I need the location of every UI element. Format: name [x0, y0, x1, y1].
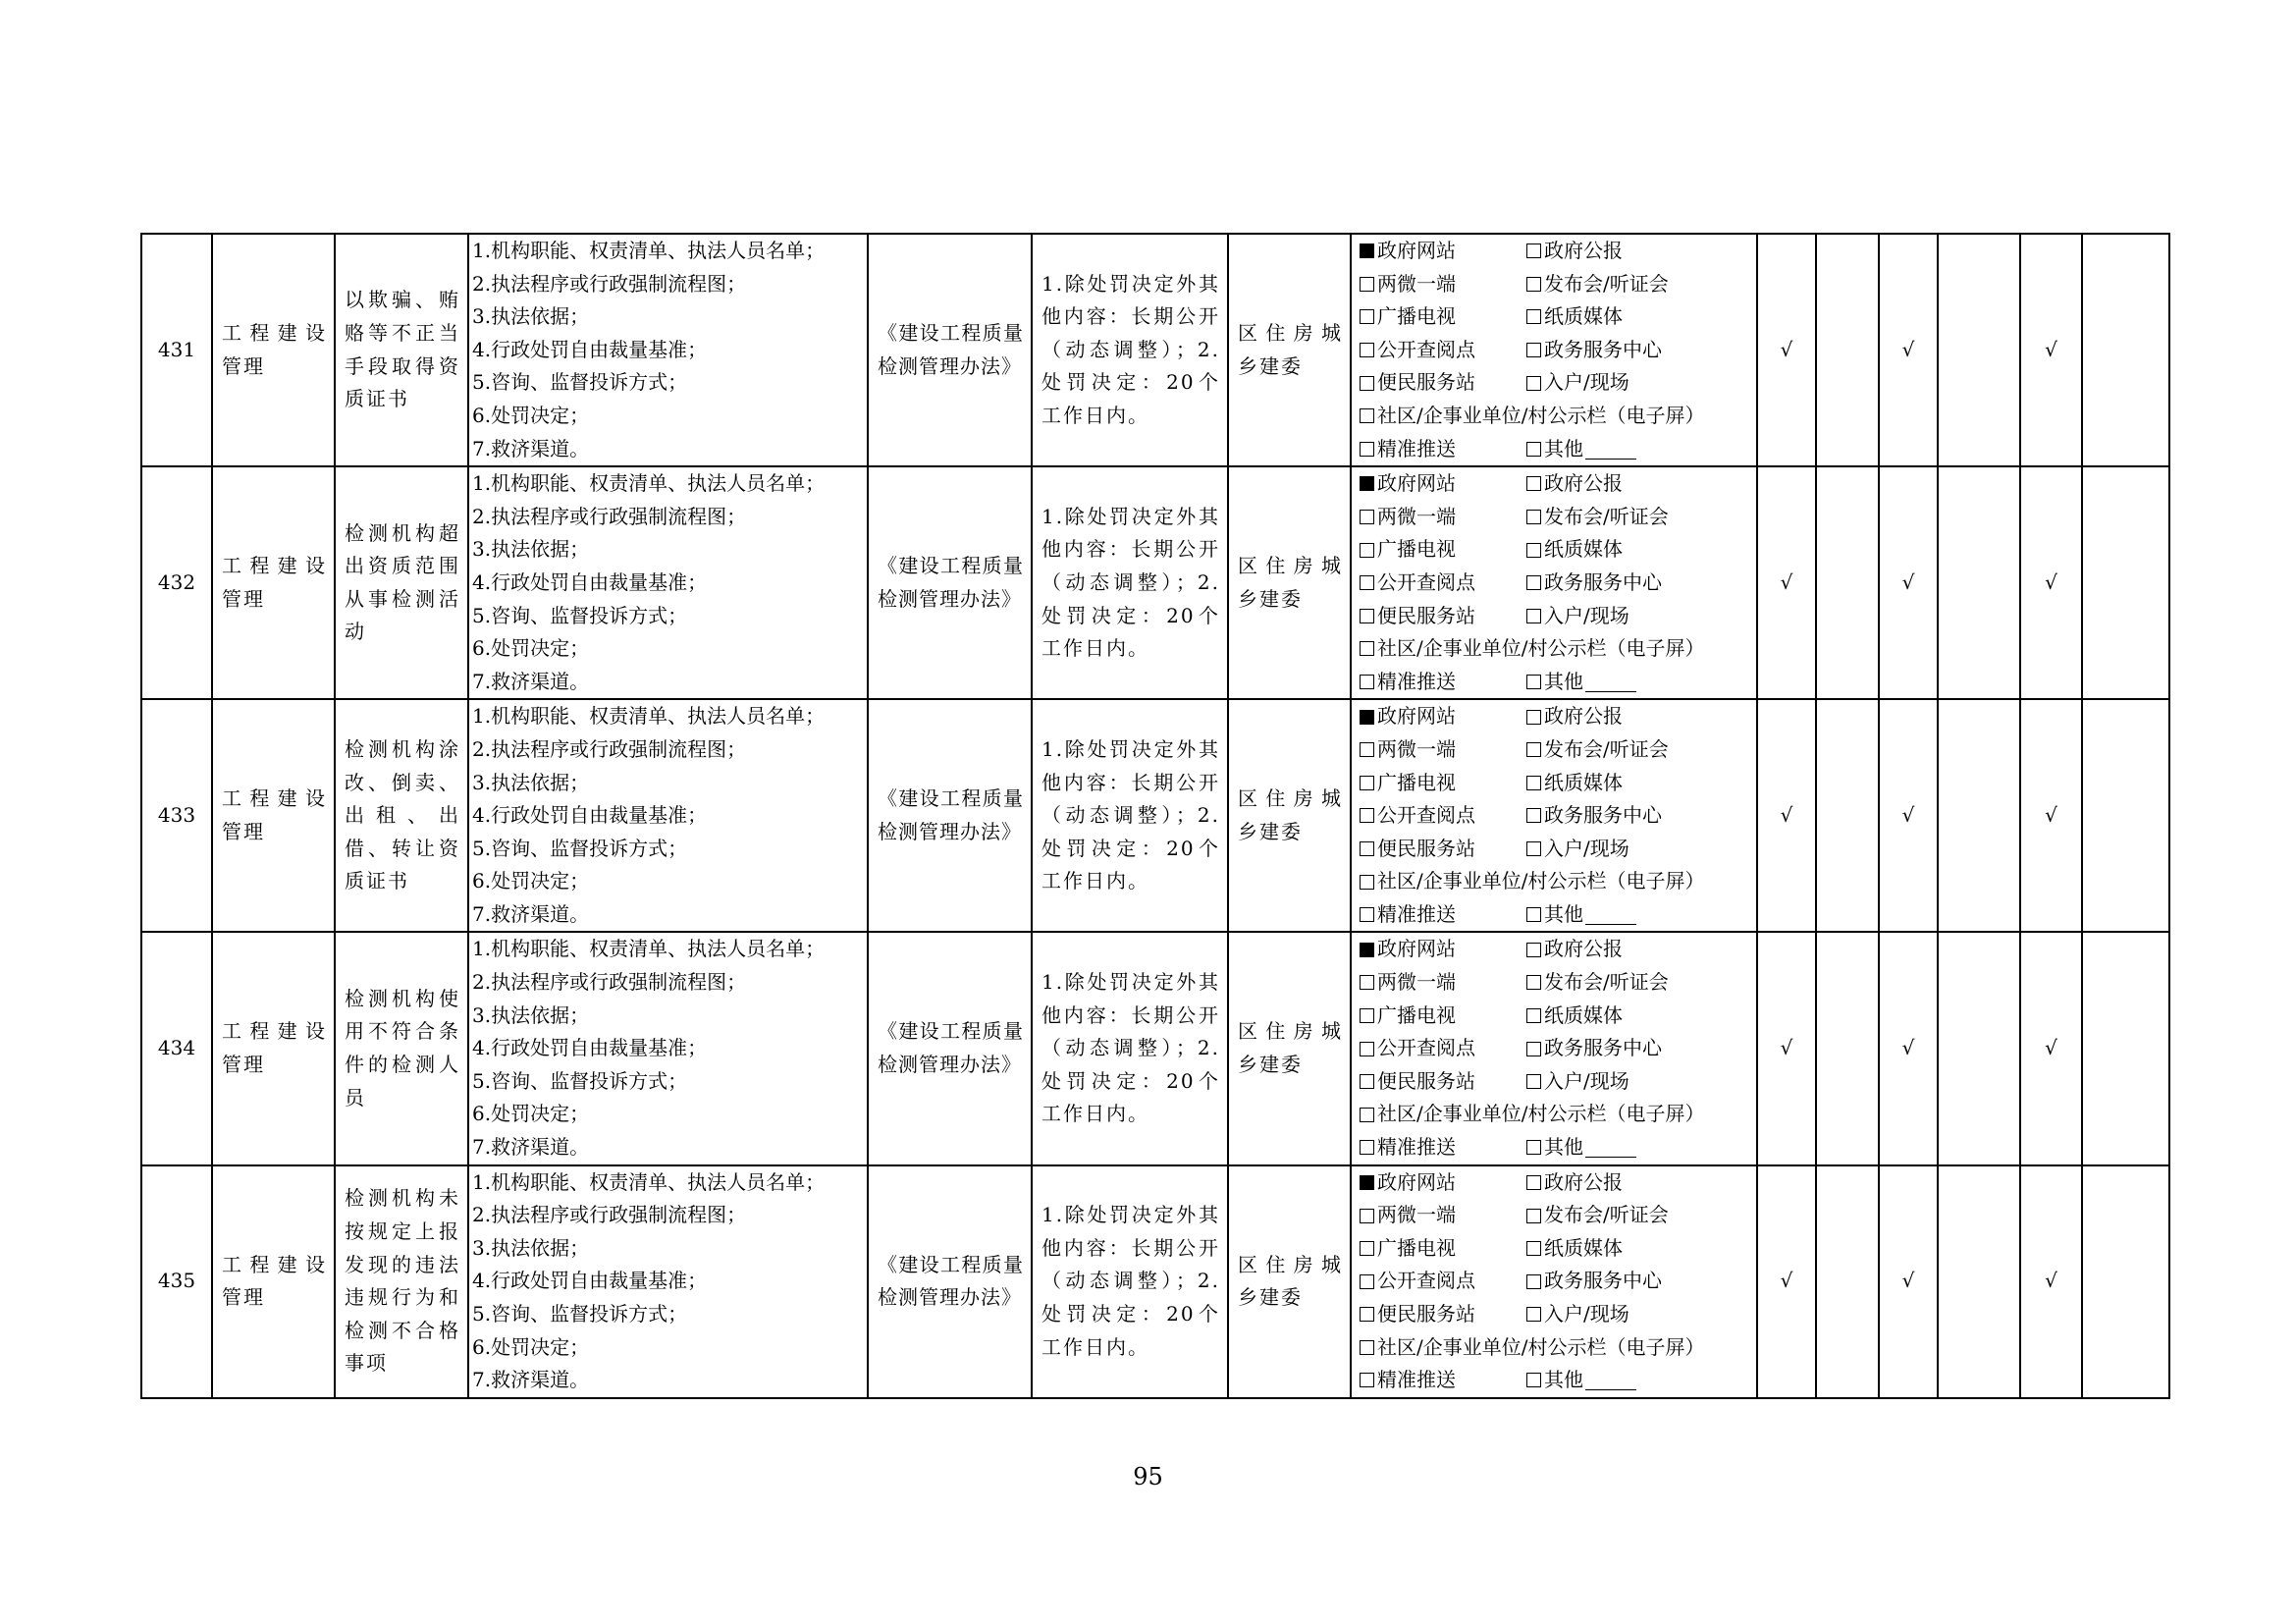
tick-cell: √ — [1879, 234, 1938, 466]
content-line: 1.机构职能、权责清单、执法人员名单； — [472, 471, 826, 496]
item-cell — [335, 234, 468, 466]
checkbox-checked-icon — [1360, 943, 1374, 957]
channel-label: 入户/现场 — [1544, 603, 1629, 627]
content-line: 4.行政处罚自由裁量基准； — [472, 337, 708, 361]
channel-label: 社区/企事业单位/村公示栏（电子屏） — [1377, 636, 1705, 661]
content-line: 2.执法程序或行政强制流程图； — [472, 970, 747, 995]
channel-label: 广播电视 — [1377, 537, 1456, 562]
checkbox-empty-icon — [1360, 808, 1374, 823]
tick-cell — [2082, 234, 2169, 466]
tick-cell: √ — [1757, 699, 1816, 932]
tick-cell: √ — [1757, 932, 1816, 1164]
category-text: 工程建设管理 — [222, 1252, 327, 1310]
content-line: 3.执法依据； — [472, 770, 590, 794]
content-line: 3.执法依据； — [472, 1235, 590, 1260]
blank-underline — [1585, 1370, 1636, 1390]
channel-label: 精准推送 — [1377, 1135, 1456, 1160]
tick-cell — [1816, 1165, 1879, 1398]
tick-cell: √ — [1879, 1165, 1938, 1398]
checkbox-empty-icon — [1360, 841, 1374, 856]
checkbox-empty-icon — [1526, 907, 1541, 922]
tick-cell — [2082, 466, 2169, 699]
table-row — [141, 466, 2169, 699]
content-line: 1.机构职能、权责清单、执法人员名单； — [472, 1169, 826, 1194]
content-line: 1.机构职能、权责清单、执法人员名单； — [472, 937, 826, 961]
table-row — [141, 932, 2169, 1164]
checkbox-empty-icon — [1526, 609, 1541, 623]
row-number: 432 — [141, 466, 212, 699]
content-line: 5.咨询、监督投诉方式； — [472, 1302, 688, 1326]
checkbox-empty-icon — [1360, 1340, 1374, 1355]
checkbox-empty-icon — [1526, 742, 1541, 757]
subject-text: 区住房城乡建委 — [1238, 320, 1343, 378]
checkbox-checked-icon — [1360, 476, 1374, 491]
tick-cell — [1816, 932, 1879, 1164]
basis-text: 《建设工程质量检测管理办法》 — [878, 554, 1024, 611]
page-number: 95 — [1133, 1463, 1163, 1490]
content-line: 2.执法程序或行政强制流程图； — [472, 736, 747, 761]
checkbox-empty-icon — [1526, 510, 1541, 524]
channel-label: 纸质媒体 — [1544, 537, 1623, 562]
checkbox-empty-icon — [1526, 943, 1541, 957]
checkbox-empty-icon — [1526, 543, 1541, 558]
tick-cell: √ — [2020, 466, 2082, 699]
channel-label: 公开查阅点 — [1377, 337, 1475, 361]
content-list — [472, 933, 860, 1164]
item-text: 检测机构超出资质范围从事检测活动 — [345, 520, 460, 644]
category-text: 工程建设管理 — [222, 320, 327, 378]
blank-underline — [1585, 672, 1636, 692]
checkbox-empty-icon — [1360, 609, 1374, 623]
tick-cell: √ — [1757, 1165, 1816, 1398]
basis-cell — [868, 466, 1032, 699]
checkbox-empty-icon — [1360, 1274, 1374, 1289]
channel-label: 其他 — [1544, 1368, 1583, 1392]
channel-label: 发布会/听证会 — [1544, 970, 1669, 995]
basis-text: 《建设工程质量检测管理办法》 — [878, 1019, 1024, 1077]
checkbox-empty-icon — [1360, 376, 1374, 391]
channels-cell — [1351, 466, 1757, 699]
tick-cell — [2082, 932, 2169, 1164]
checkbox-empty-icon — [1526, 575, 1541, 590]
item-text: 检测机构未按规定上报发现的违法违规行为和检测不合格事项 — [345, 1186, 460, 1376]
channel-label: 政务服务中心 — [1544, 337, 1662, 361]
channel-label: 便民服务站 — [1377, 836, 1475, 860]
row-number: 433 — [141, 699, 212, 932]
channel-label: 发布会/听证会 — [1544, 271, 1669, 296]
checkbox-empty-icon — [1526, 1209, 1541, 1223]
time-cell — [1032, 932, 1228, 1164]
content-line: 3.执法依据； — [472, 304, 590, 329]
checkbox-checked-icon — [1360, 244, 1374, 258]
channel-label: 便民服务站 — [1377, 603, 1475, 627]
channel-label: 公开查阅点 — [1377, 569, 1475, 594]
channels-cell — [1351, 234, 1757, 466]
category-cell — [212, 466, 335, 699]
content-line: 3.执法依据； — [472, 1002, 590, 1027]
item-cell — [335, 932, 468, 1164]
tick-cell: √ — [1757, 466, 1816, 699]
tick-cell: √ — [2020, 234, 2082, 466]
channel-label: 政府网站 — [1377, 1169, 1456, 1194]
table-row — [141, 699, 2169, 932]
basis-cell — [868, 234, 1032, 466]
channel-label: 两微一端 — [1377, 1203, 1456, 1227]
tick-cell — [1938, 234, 2020, 466]
content-cell — [468, 699, 868, 932]
checkbox-empty-icon — [1526, 975, 1541, 990]
content-line: 5.咨询、监督投诉方式； — [472, 836, 688, 860]
channel-label: 政府公报 — [1544, 471, 1623, 496]
content-cell — [468, 234, 868, 466]
checkbox-empty-icon — [1360, 675, 1374, 689]
time-cell — [1032, 234, 1228, 466]
checkbox-empty-icon — [1526, 1042, 1541, 1056]
subject-text: 区住房城乡建委 — [1238, 1019, 1343, 1077]
content-line: 4.行政处罚自由裁量基准； — [472, 1269, 708, 1293]
channel-label: 纸质媒体 — [1544, 304, 1623, 329]
content-line: 7.救济渠道。 — [472, 1135, 590, 1160]
category-cell — [212, 932, 335, 1164]
content-line: 6.处罚决定； — [472, 636, 590, 661]
channel-label: 政府公报 — [1544, 239, 1623, 262]
channel-label: 便民服务站 — [1377, 1068, 1475, 1093]
checkbox-empty-icon — [1360, 975, 1374, 990]
subject-cell — [1228, 466, 1351, 699]
content-line: 6.处罚决定； — [472, 1334, 590, 1359]
checkbox-empty-icon — [1526, 1074, 1541, 1089]
channel-label: 发布会/听证会 — [1544, 1203, 1669, 1227]
channel-label: 社区/企事业单位/村公示栏（电子屏） — [1377, 869, 1705, 893]
channel-label: 两微一端 — [1377, 736, 1456, 761]
checkbox-empty-icon — [1360, 776, 1374, 790]
channel-label: 公开查阅点 — [1377, 803, 1475, 828]
blank-underline — [1585, 1137, 1636, 1158]
checkbox-checked-icon — [1360, 710, 1374, 725]
checkbox-empty-icon — [1360, 1307, 1374, 1322]
channel-label: 社区/企事业单位/村公示栏（电子屏） — [1377, 1334, 1705, 1359]
channel-label: 发布会/听证会 — [1544, 736, 1669, 761]
basis-text: 《建设工程质量检测管理办法》 — [878, 320, 1024, 378]
checkbox-empty-icon — [1526, 1373, 1541, 1387]
content-list — [472, 700, 860, 931]
content-list — [472, 467, 860, 698]
channel-label: 政府网站 — [1377, 704, 1456, 729]
checkbox-empty-icon — [1360, 1209, 1374, 1223]
channel-label: 两微一端 — [1377, 504, 1456, 528]
basis-cell — [868, 1165, 1032, 1398]
tick-cell: √ — [1879, 466, 1938, 699]
checkbox-empty-icon — [1526, 1008, 1541, 1023]
checkbox-empty-icon — [1526, 841, 1541, 856]
basis-cell — [868, 932, 1032, 1164]
checkbox-empty-icon — [1526, 309, 1541, 324]
channel-label: 精准推送 — [1377, 901, 1456, 926]
channel-label: 政务服务中心 — [1544, 1269, 1662, 1293]
channel-label: 入户/现场 — [1544, 836, 1629, 860]
category-cell — [212, 234, 335, 466]
channel-label: 政府公报 — [1544, 937, 1623, 961]
checkbox-empty-icon — [1526, 1274, 1541, 1289]
content-cell — [468, 466, 868, 699]
content-line: 7.救济渠道。 — [472, 436, 590, 460]
checkbox-empty-icon — [1360, 875, 1374, 890]
content-line: 7.救济渠道。 — [472, 901, 590, 926]
tick-cell — [1938, 466, 2020, 699]
checkbox-empty-icon — [1360, 742, 1374, 757]
content-line: 4.行政处罚自由裁量基准； — [472, 1036, 708, 1060]
channel-label: 其他 — [1544, 901, 1583, 926]
channel-label: 广播电视 — [1377, 1235, 1456, 1260]
channel-label: 入户/现场 — [1544, 370, 1629, 395]
tick-cell — [2082, 699, 2169, 932]
table-row — [141, 1165, 2169, 1398]
time-text: 1.除处罚决定外其他内容：长期公开（动态调整）；2.处罚决定：20个工作日内。 — [1041, 271, 1220, 427]
checkbox-empty-icon — [1360, 309, 1374, 324]
channel-label: 其他 — [1544, 1135, 1583, 1160]
content-line: 5.咨询、监督投诉方式； — [472, 370, 688, 395]
channel-label: 其他 — [1544, 436, 1583, 460]
channel-label: 政务服务中心 — [1544, 1036, 1662, 1060]
channel-label: 纸质媒体 — [1544, 1002, 1623, 1027]
checkbox-empty-icon — [1526, 476, 1541, 491]
channels-cell — [1351, 932, 1757, 1164]
category-text: 工程建设管理 — [222, 1019, 327, 1077]
content-line: 7.救济渠道。 — [472, 1368, 590, 1392]
channel-label: 社区/企事业单位/村公示栏（电子屏） — [1377, 403, 1705, 427]
checkbox-empty-icon — [1526, 675, 1541, 689]
tick-cell: √ — [2020, 932, 2082, 1164]
item-text: 检测机构涂改、倒卖、出租、出借、转让资质证书 — [345, 736, 460, 893]
checkbox-empty-icon — [1360, 1373, 1374, 1387]
table-row — [141, 234, 2169, 466]
checkbox-empty-icon — [1526, 1241, 1541, 1256]
checkbox-empty-icon — [1526, 442, 1541, 457]
tick-cell — [2082, 1165, 2169, 1398]
tick-cell — [1938, 699, 2020, 932]
time-cell — [1032, 1165, 1228, 1398]
subject-cell — [1228, 234, 1351, 466]
tick-cell — [1938, 1165, 2020, 1398]
category-text: 工程建设管理 — [222, 554, 327, 611]
checkbox-empty-icon — [1526, 376, 1541, 391]
channel-label: 发布会/听证会 — [1544, 504, 1669, 528]
checkbox-empty-icon — [1360, 277, 1374, 292]
checkbox-empty-icon — [1360, 1140, 1374, 1155]
checkbox-empty-icon — [1360, 1008, 1374, 1023]
content-line: 6.处罚决定； — [472, 403, 590, 427]
channel-label: 广播电视 — [1377, 770, 1456, 794]
category-text: 工程建设管理 — [222, 786, 327, 843]
channel-label: 两微一端 — [1377, 970, 1456, 995]
content-list — [472, 235, 860, 465]
item-text: 以欺骗、贿赂等不正当手段取得资质证书 — [345, 288, 460, 411]
channel-label: 公开查阅点 — [1377, 1269, 1475, 1293]
checkbox-empty-icon — [1360, 343, 1374, 357]
checkbox-empty-icon — [1526, 1140, 1541, 1155]
channel-label: 其他 — [1544, 669, 1583, 693]
channel-label: 两微一端 — [1377, 271, 1456, 296]
channels-cell — [1351, 1165, 1757, 1398]
channel-label: 便民服务站 — [1377, 370, 1475, 395]
tick-cell: √ — [1757, 234, 1816, 466]
subject-text: 区住房城乡建委 — [1238, 554, 1343, 611]
table-body — [141, 234, 2169, 1398]
checkbox-empty-icon — [1360, 510, 1374, 524]
content-line: 2.执法程序或行政强制流程图； — [472, 271, 747, 296]
tick-cell: √ — [1879, 932, 1938, 1164]
checkbox-empty-icon — [1360, 907, 1374, 922]
channel-label: 纸质媒体 — [1544, 770, 1623, 794]
channel-label: 公开查阅点 — [1377, 1036, 1475, 1060]
row-number: 435 — [141, 1165, 212, 1398]
channel-label: 政府公报 — [1544, 704, 1623, 729]
checkbox-empty-icon — [1526, 244, 1541, 258]
checkbox-empty-icon — [1360, 1241, 1374, 1256]
content-line: 6.处罚决定； — [472, 1102, 590, 1126]
checkbox-empty-icon — [1360, 442, 1374, 457]
channel-label: 政务服务中心 — [1544, 803, 1662, 828]
content-line: 1.机构职能、权责清单、执法人员名单； — [472, 239, 826, 262]
time-cell — [1032, 466, 1228, 699]
basis-text: 《建设工程质量检测管理办法》 — [878, 786, 1024, 843]
channel-label: 政务服务中心 — [1544, 569, 1662, 594]
row-number: 431 — [141, 234, 212, 466]
channel-label: 政府网站 — [1377, 239, 1456, 262]
content-line: 5.咨询、监督投诉方式； — [472, 603, 688, 627]
checkbox-empty-icon — [1360, 575, 1374, 590]
item-cell — [335, 1165, 468, 1398]
tick-cell: √ — [1879, 699, 1938, 932]
content-cell — [468, 1165, 868, 1398]
content-line: 2.执法程序或行政强制流程图； — [472, 1203, 747, 1227]
checkbox-empty-icon — [1526, 343, 1541, 357]
blank-underline — [1585, 904, 1636, 925]
content-line: 5.咨询、监督投诉方式； — [472, 1068, 688, 1093]
checkbox-empty-icon — [1526, 277, 1541, 292]
subject-text: 区住房城乡建委 — [1238, 1252, 1343, 1310]
time-text: 1.除处罚决定外其他内容：长期公开（动态调整）；2.处罚决定：20个工作日内。 — [1041, 736, 1220, 893]
channel-label: 广播电视 — [1377, 304, 1456, 329]
content-line: 6.处罚决定； — [472, 869, 590, 893]
subject-cell — [1228, 1165, 1351, 1398]
tick-cell — [1816, 466, 1879, 699]
checkbox-empty-icon — [1360, 1042, 1374, 1056]
tick-cell: √ — [2020, 699, 2082, 932]
time-text: 1.除处罚决定外其他内容：长期公开（动态调整）；2.处罚决定：20个工作日内。 — [1041, 1203, 1220, 1359]
basis-text: 《建设工程质量检测管理办法》 — [878, 1252, 1024, 1310]
checkbox-empty-icon — [1360, 1074, 1374, 1089]
subject-cell — [1228, 699, 1351, 932]
checkbox-empty-icon — [1360, 543, 1374, 558]
content-cell — [468, 932, 868, 1164]
tick-cell — [1816, 699, 1879, 932]
item-cell — [335, 466, 468, 699]
content-line: 3.执法依据； — [472, 537, 590, 562]
disclosure-table — [140, 233, 2170, 1399]
content-line: 7.救济渠道。 — [472, 669, 590, 693]
row-number: 434 — [141, 932, 212, 1164]
subject-text: 区住房城乡建委 — [1238, 786, 1343, 843]
channel-label: 政府网站 — [1377, 471, 1456, 496]
checkbox-empty-icon — [1360, 1108, 1374, 1122]
content-list — [472, 1166, 860, 1397]
channels-cell — [1351, 699, 1757, 932]
channel-label: 政府公报 — [1544, 1169, 1623, 1194]
checkbox-checked-icon — [1360, 1175, 1374, 1190]
category-cell — [212, 699, 335, 932]
time-cell — [1032, 699, 1228, 932]
tick-cell — [1816, 234, 1879, 466]
channel-label: 社区/企事业单位/村公示栏（电子屏） — [1377, 1102, 1705, 1126]
category-cell — [212, 1165, 335, 1398]
channel-label: 入户/现场 — [1544, 1302, 1629, 1326]
item-cell — [335, 699, 468, 932]
content-line: 4.行政处罚自由裁量基准； — [472, 803, 708, 828]
checkbox-empty-icon — [1526, 1175, 1541, 1190]
channel-label: 广播电视 — [1377, 1002, 1456, 1027]
subject-cell — [1228, 932, 1351, 1164]
tick-cell — [1938, 932, 2020, 1164]
checkbox-empty-icon — [1526, 808, 1541, 823]
item-text: 检测机构使用不符合条件的检测人员 — [345, 986, 460, 1110]
time-text: 1.除处罚决定外其他内容：长期公开（动态调整）；2.处罚决定：20个工作日内。 — [1041, 504, 1220, 661]
channel-label: 精准推送 — [1377, 669, 1456, 693]
checkbox-empty-icon — [1360, 641, 1374, 656]
basis-cell — [868, 699, 1032, 932]
channel-label: 精准推送 — [1377, 1368, 1456, 1392]
checkbox-empty-icon — [1526, 776, 1541, 790]
channel-label: 精准推送 — [1377, 436, 1456, 460]
channel-label: 便民服务站 — [1377, 1302, 1475, 1326]
time-text: 1.除处罚决定外其他内容：长期公开（动态调整）；2.处罚决定：20个工作日内。 — [1041, 970, 1220, 1126]
checkbox-empty-icon — [1360, 408, 1374, 423]
content-line: 2.执法程序或行政强制流程图； — [472, 504, 747, 528]
tick-cell: √ — [2020, 1165, 2082, 1398]
content-line: 1.机构职能、权责清单、执法人员名单； — [472, 704, 826, 729]
channel-label: 纸质媒体 — [1544, 1235, 1623, 1260]
blank-underline — [1585, 439, 1636, 460]
checkbox-empty-icon — [1526, 710, 1541, 725]
channel-label: 入户/现场 — [1544, 1068, 1629, 1093]
channel-label: 政府网站 — [1377, 937, 1456, 961]
checkbox-empty-icon — [1526, 1307, 1541, 1322]
content-line: 4.行政处罚自由裁量基准； — [472, 569, 708, 594]
